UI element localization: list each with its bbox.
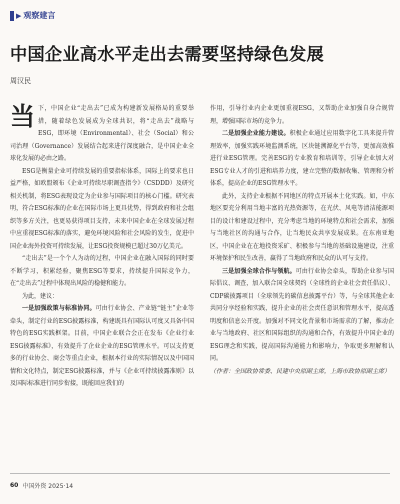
paragraph <box>210 128 394 191</box>
publication-name: 中国外资 2025·14 <box>22 483 74 490</box>
section-tag-bar <box>10 11 14 21</box>
footer-divider <box>10 473 390 474</box>
section-tag <box>10 11 55 21</box>
paragraph: 此外，支持企业根据不同地区的特点开展本土化实践。如，中东地区要充分利用当地丰富的光热资源等，在光伏、风电等清洁能源项目的设计和建设过程中，充分考虑当地的环境特点和社会需求，加强与当地社区的沟通与合作，让当地民众共享发展成果。在东南亚地区，中国企业在在地投资采矿、积极参与当地的基础设施建设，注重环境保护和民生改善，赢得了当地政府和民众的认可与支持。 <box>210 192 394 262</box>
paragraph-text: 积极企业通过应用数字化工具来提升管理效率，加强实践环境监测系统，区块链溯源化平台等，更加高效推进行业ESG管理。完善ESG的专业教育和培训等，引导企业加大对ESG专业人才的引进和培养力度，建立完整的数据收集、管理和分析体系，提高企业的ESG管理水平。 <box>210 130 394 187</box>
recommendation-heading: 一是加强政策与标准协同。 <box>22 305 96 312</box>
paragraph: ESG是衡量企业可持续发展的重要指标体系，国际上的要求也日益严格，如欧盟颁布《企业可持续尽职调查指令》（CSDDD）及研究相关机制，将ESG表现设定为企业参与国际项目的核心门槛。研究表明，符合ESG标准的企业在国际市场上更具优势，得到政府和社会组织等多方关注，也更易获得项目支持，未来中国企业在全球发展过程中应重视ESG标准的落实，避免环境风险和社会风险的发生，促进中国企业海外投资可持续发展，让ESG投资规模已超过30万亿美元。 <box>10 167 194 250</box>
section-tag-arrow-icon: ▶ <box>16 12 22 20</box>
paragraph <box>210 266 394 366</box>
paragraph <box>10 303 194 391</box>
page-number: 60 <box>10 482 19 489</box>
page-footer <box>10 481 73 490</box>
recommendation-heading: 三是加强全球合作与领航。 <box>222 267 296 275</box>
drop-cap: 当 <box>10 103 36 131</box>
article-column-right <box>210 103 394 464</box>
paragraph-text: 下，中国企业“走出去”已成为构建新发展格局的重要举措，随着绿色发展成为全球共识，将“走出去”战略与ESG，即环境（Environmental）、社会（Social）和公司治理（Governance）发展结合起来进行深度融合，是中国企业全球化发展的必由之路。 <box>10 105 194 162</box>
section-tag-label: 观察建言 <box>23 11 56 20</box>
paragraph-text: 可由行业协会、产业链“链主”企业等牵头，制定行业的ESG披露标准，构建既具有国际认可度又具备中国特色的ESG实践框架。目前，中国企业联合会正在发布《企业行业ESG披露标准》，有效提升了企业企业的ESG管理水平。可以支持更多的行业协会、商会等重点企业，根据本行业的实际情况以及中国国情和文化特点，制定ESG披露标准，并与《企业可持续披露准则》以及国际标准进行同步衔接，既能回应我们的 <box>10 305 194 387</box>
article-column-left <box>10 103 194 464</box>
author-name: 周汉民 <box>10 77 31 85</box>
recommendation-heading: 二是加强企业能力建设。 <box>222 130 290 137</box>
paragraph-text: 可由行业协会牵头，帮助企业参与国际倡议、调查，加入联合国全球契约（全球性的企业社会责任倡议）、CDP碳披露项目（全球领先的碳信息披露平台）等，与全球其他企业共同分享经验和实践，提升企业的社会责任意识和管理水平，提高透明度和信息公开度。加强对不同文化背景和市场需求的了解，推动企业与当地政府、社区和国际组织的沟通和合作，有效提升中国企业的ESG理念和实践，提高国际沟通能力和影响力，争取更多理解和认同。 <box>210 267 394 362</box>
paragraph: 为此，建议： <box>22 292 59 300</box>
author-note: （作者：全国政协常委、民建中央原副主席，上海市政协原副主席） <box>210 367 391 375</box>
paragraph <box>10 103 194 166</box>
paragraph: “走出去”是一个个人为动的过程，中国企业在融入国际的同时要不断学习，积累经验，聚焦ESG等要求，持续提升国际竞争力，在“走出去”过程中体现出风险的稳健和能力。 <box>10 255 194 287</box>
page-title: 中国企业高水平走出去需要坚持绿色发展 <box>10 45 324 65</box>
paragraph: 作用，引导行业内企业更加重视ESG，又帮助企业加强自身合规管理，增强国际市场的竞争力。 <box>210 105 394 125</box>
